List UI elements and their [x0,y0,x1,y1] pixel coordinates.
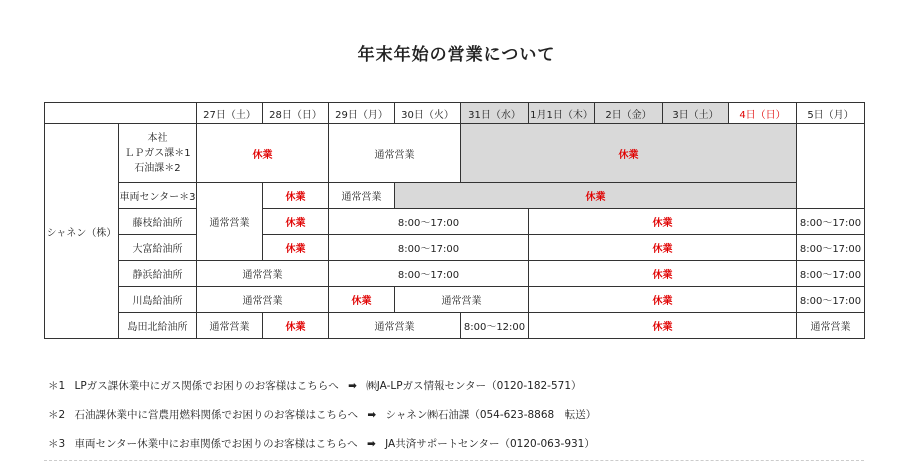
cell-closed: 休業 [197,124,329,183]
dept-vehicle-center: 車両センター＊3 [119,183,197,209]
day-header: 31日（水） [461,103,529,124]
cell-closed: 休業 [529,313,797,339]
cell-normal: 通常営業 [197,183,263,261]
cell-closed: 休業 [461,124,797,183]
cell-normal: 通常営業 [329,183,395,209]
day-header: 29日（月） [329,103,395,124]
cell-hours: 8:00～17:00 [797,261,865,287]
day-header: 2日（金） [595,103,663,124]
arrow-right-icon: ➡ [367,409,377,421]
note-contact: ㈱JA-LPガス情報センター（0120-182-571） [366,380,582,392]
cell-normal: 通常営業 [197,313,263,339]
cell-normal: 通常営業 [197,261,329,287]
day-header: 1月1日（木） [529,103,595,124]
note-mark: ＊1 [48,380,66,392]
arrow-right-icon: ➡ [348,380,357,392]
cell-blank [797,124,865,209]
note-contact: JA共済サポートセンター（0120-063-931） [385,438,595,450]
table-row [45,287,865,313]
cell-closed: 休業 [263,235,329,261]
dept-fujieda: 藤枝給油所 [119,209,197,235]
note-text: 石油課休業中に営農用燃料関係でお困りのお客様はこちらへ [74,409,359,421]
page-title: 年末年始の営業について [357,45,556,65]
cell-closed: 休業 [263,209,329,235]
dept-shizuhama: 静浜給油所 [119,261,197,287]
note-text: LPガス課休業中にガス関係でお困りのお客様はこちらへ [74,380,339,392]
day-header: 27日（土） [197,103,263,124]
dept-kawashima: 川島給油所 [119,287,197,313]
table-row [45,209,865,235]
cell-normal: 通常営業 [197,287,329,313]
cell-normal: 通常営業 [797,313,865,339]
note-mark: ＊3 [48,438,66,450]
cell-closed: 休業 [529,235,797,261]
cell-hours-short: 8:00～12:00 [461,313,529,339]
dept-otomi: 大富給油所 [119,235,197,261]
note-text: 車両センター休業中にお車関係でお困りのお客様はこちらへ [74,438,358,450]
table-row [45,261,865,287]
day-header: 3日（土） [663,103,729,124]
day-header: 30日（火） [395,103,461,124]
dept-head-office [119,124,197,183]
header-blank [45,103,197,124]
cell-closed: 休業 [529,287,797,313]
cell-hours: 8:00～17:00 [329,261,529,287]
note-mark: ＊2 [48,409,66,421]
cell-hours: 8:00～17:00 [329,209,529,235]
schedule-table [44,102,865,339]
divider [44,460,864,461]
table-row [45,183,865,209]
day-header: 28日（日） [263,103,329,124]
cell-normal: 通常営業 [329,313,461,339]
cell-closed: 休業 [529,261,797,287]
day-header-holiday: 4日（日） [729,103,797,124]
cell-closed: 休業 [263,313,329,339]
header-row [45,103,865,124]
table-row [45,313,865,339]
note-contact: シャネン㈱石油課（054-623-8868 転送） [385,409,597,421]
cell-normal: 通常営業 [395,287,529,313]
company-name: シャネン（株） [45,124,119,339]
table-row [45,124,865,183]
dept-label: 石油課＊2 [134,162,181,174]
dept-shimadakita: 島田北給油所 [119,313,197,339]
cell-hours: 8:00～17:00 [797,287,865,313]
cell-hours: 8:00～17:00 [797,209,865,235]
cell-closed: 休業 [395,183,797,209]
note-item [48,378,602,407]
cell-closed: 休業 [263,183,329,209]
cell-closed: 休業 [529,209,797,235]
table-row [45,235,865,261]
day-header: 5日（月） [797,103,865,124]
notes [48,378,602,465]
cell-closed: 休業 [329,287,395,313]
cell-hours: 8:00～17:00 [329,235,529,261]
cell-normal: 通常営業 [329,124,461,183]
note-item [48,407,602,436]
arrow-right-icon: ➡ [366,438,376,450]
cell-hours: 8:00～17:00 [797,235,865,261]
dept-label: ＬＰガス課＊1 [124,147,191,159]
dept-label: 本社 [147,132,168,144]
